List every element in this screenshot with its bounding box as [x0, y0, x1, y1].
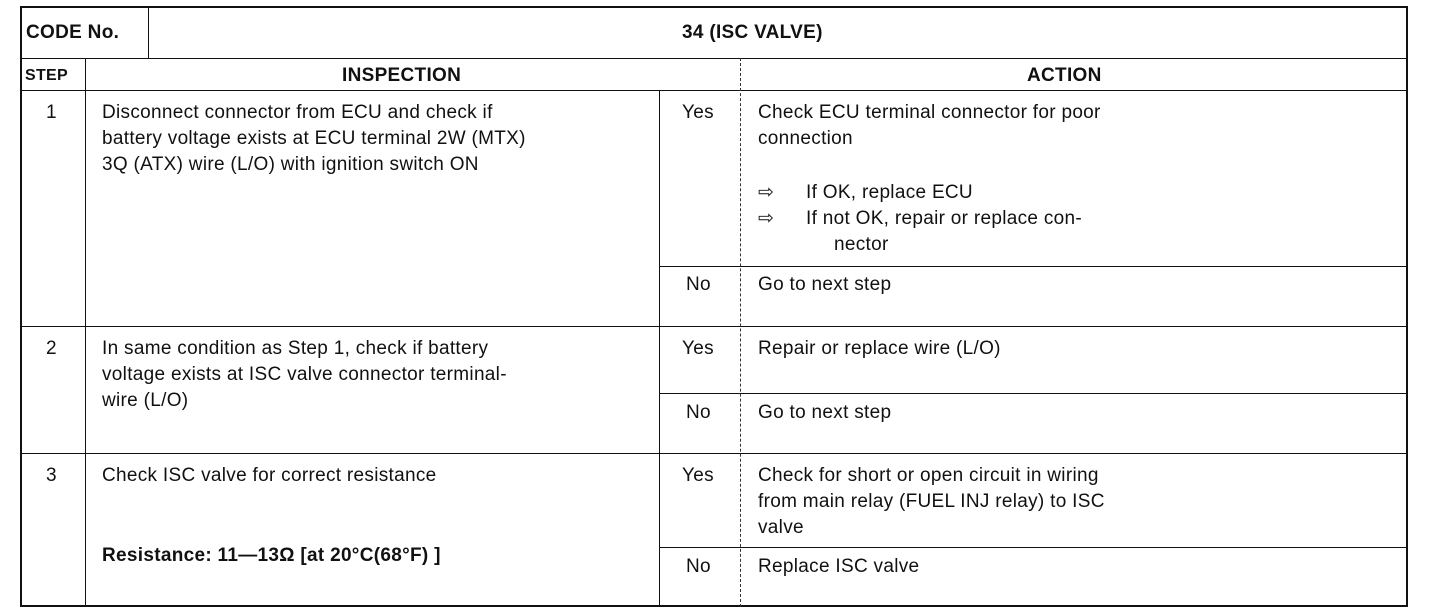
yes-label: Yes [682, 102, 714, 123]
right-arrow-icon: ⇨ [758, 182, 775, 203]
resistance-spec: Resistance: 11—13Ω [at 20°C(68°F) ] [102, 545, 441, 566]
col-inspection-header: INSPECTION [342, 65, 462, 86]
rule-colhead-bottom [22, 90, 1408, 91]
col-action-header: ACTION [1027, 65, 1102, 86]
step2-yes-action: Repair or replace wire (L/O) [758, 338, 1001, 359]
rule-step1-bottom [22, 326, 1408, 327]
rule-header-bottom [22, 58, 1408, 59]
step-number: 3 [46, 465, 57, 486]
step2-no-action: Go to next step [758, 402, 892, 423]
step1-yes-subitem-not-ok: ⇨ If not OK, repair or replace con- nector [758, 208, 1083, 255]
no-label: No [686, 556, 711, 577]
code-label: CODE No. [26, 22, 120, 43]
step3-no-action: Replace ISC valve [758, 556, 920, 577]
step1-yes-action: Check ECU terminal connector for poor connection [758, 102, 1101, 149]
step-number: 1 [46, 102, 57, 123]
no-label: No [686, 274, 711, 295]
rule-code-divider [148, 8, 149, 58]
right-arrow-icon: ⇨ [758, 208, 775, 229]
step3-yes-action: Check for short or open circuit in wiring from main relay (FUEL INJ relay) to ISC valve [758, 465, 1105, 538]
diagnostic-table [20, 6, 1408, 607]
rule-step3-yes-no [659, 547, 1408, 548]
rule-action-left [740, 58, 741, 607]
step1-no-action: Go to next step [758, 274, 892, 295]
rule-yesno-left [659, 90, 660, 607]
step2-inspection: In same condition as Step 1, check if battery voltage exists at ISC valve connector terminal- wire (L/O) [102, 338, 507, 411]
no-label: No [686, 402, 711, 423]
step1-yes-subitem-ok: ⇨ If OK, replace ECU [758, 180, 973, 206]
step1-inspection: Disconnect connector from ECU and check if battery voltage exists at ECU terminal 2W (MTX) 3Q (ATX) wire (L/O) with ignition switch ON [102, 102, 526, 175]
yes-label: Yes [682, 465, 714, 486]
step-number: 2 [46, 338, 57, 359]
rule-step1-yes-no [659, 266, 1408, 267]
rule-step2-bottom [22, 453, 1408, 454]
yes-label: Yes [682, 338, 714, 359]
rule-step2-yes-no [659, 393, 1408, 394]
col-step-header: STEP [25, 67, 68, 84]
rule-step-divider [85, 58, 86, 607]
code-value: 34 (ISC VALVE) [682, 22, 823, 43]
step3-inspection: Check ISC valve for correct resistance [102, 465, 437, 486]
